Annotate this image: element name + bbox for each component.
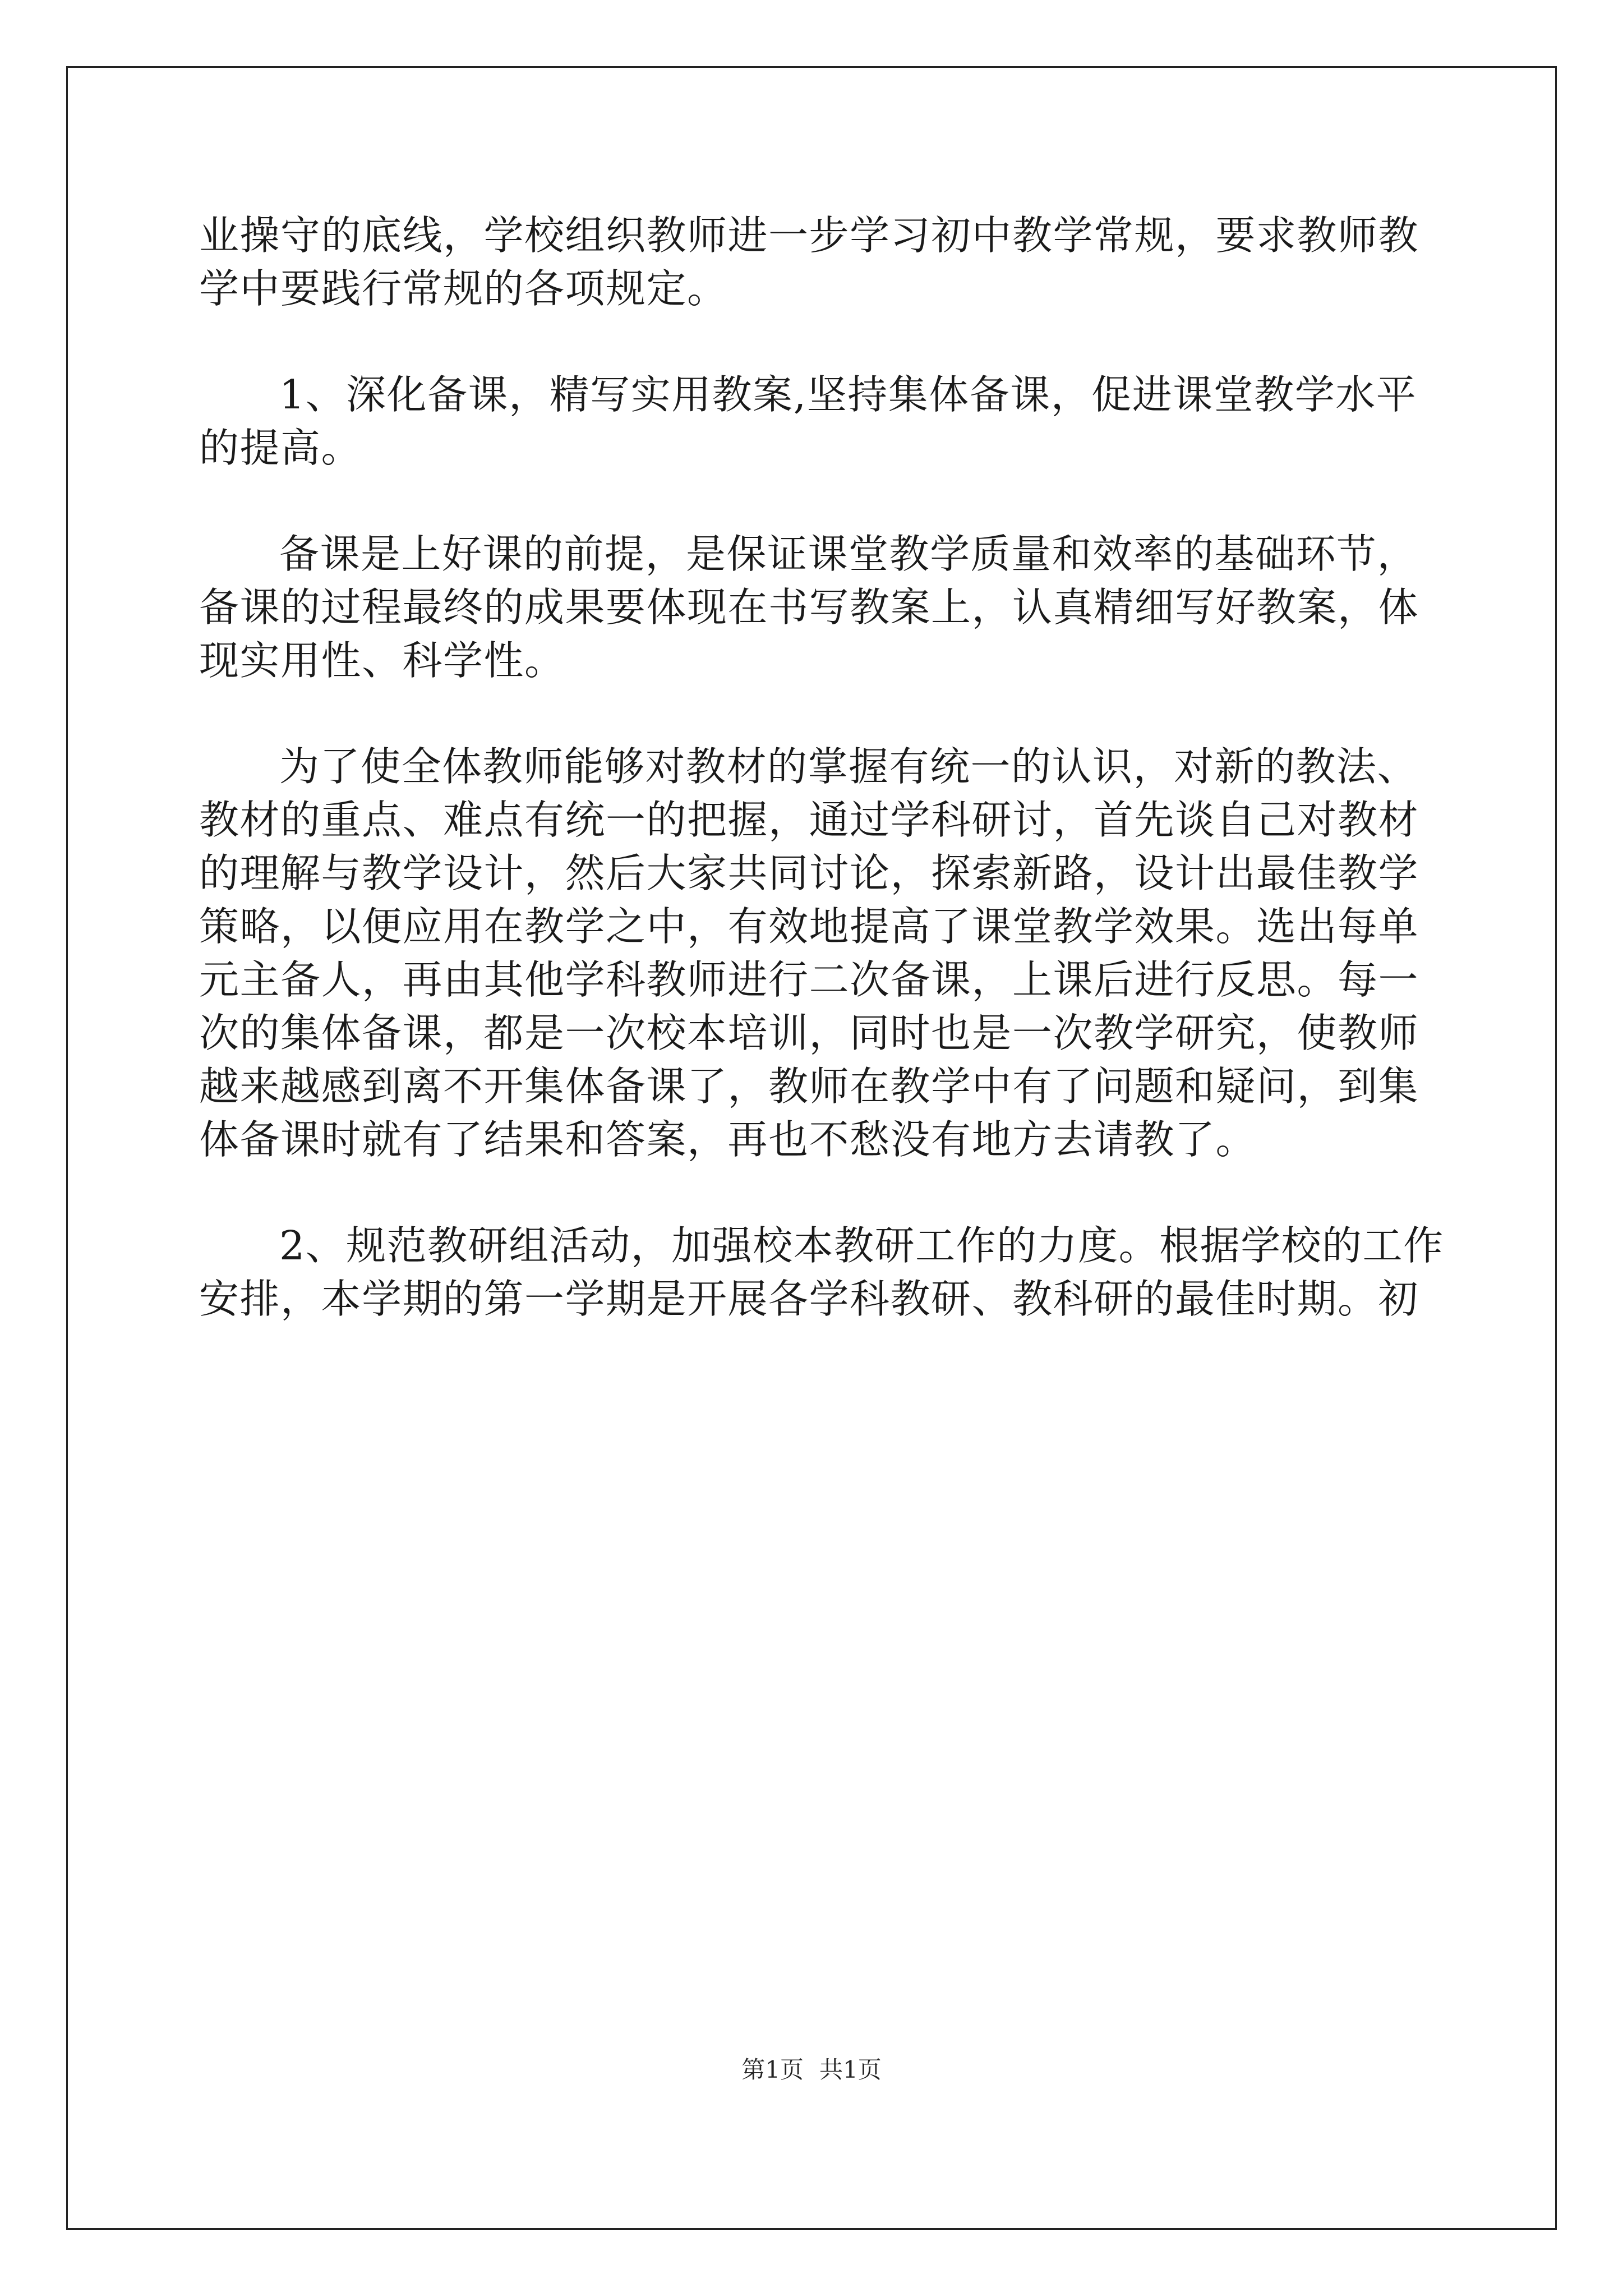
page-number: 第1页	[741, 2056, 804, 2083]
text-line: 次的集体备课，都是一次校本培训，同时也是一次教学研究，使教师	[199, 1010, 1419, 1056]
text-line: 1、深化备课，精写实用教案,坚持集体备课，促进课堂教学水平	[279, 371, 1417, 418]
text-line: 为了使全体教师能够对教材的掌握有统一的认识，对新的教法、	[279, 743, 1418, 790]
text-line: 的理解与教学设计，然后大家共同讨论，探索新路，设计出最佳教学	[199, 850, 1419, 896]
text-line: 元主备人，再由其他学科教师进行二次备课，上课后进行反思。每一	[199, 956, 1419, 1003]
text-line: 备课的过程最终的成果要体现在书写教案上，认真精细写好教案，体	[199, 584, 1419, 631]
text-line: 学中要践行常规的各项规定。	[199, 265, 728, 312]
text-line: 策略，以便应用在教学之中，有效地提高了课堂教学效果。选出每单	[199, 903, 1419, 950]
text-line: 业操守的底线，学校组织教师进一步学习初中教学常规，要求教师教	[199, 212, 1419, 259]
text-line: 体备课时就有了结果和答案，再也不愁没有地方去请教了。	[199, 1116, 1257, 1163]
text-line: 备课是上好课的前提，是保证课堂教学质量和效率的基础环节，	[279, 531, 1418, 577]
text-line: 安排，本学期的第一学期是开展各学科教研、教科研的最佳时期。初	[199, 1276, 1419, 1322]
text-line: 现实用性、科学性。	[199, 637, 565, 684]
text-line: 教材的重点、难点有统一的把握，通过学科研讨，首先谈自己对教材	[199, 797, 1419, 843]
page-footer	[0, 2053, 1623, 2087]
text-line: 2、规范教研组活动，加强校本教研工作的力度。根据学校的工作	[279, 1222, 1444, 1269]
document-body	[199, 209, 1444, 1326]
text-line: 越来越感到离不开集体备课了，教师在教学中有了问题和疑问，到集	[199, 1063, 1419, 1110]
page-total: 共1页	[819, 2056, 882, 2083]
text-line: 的提高。	[199, 425, 362, 471]
